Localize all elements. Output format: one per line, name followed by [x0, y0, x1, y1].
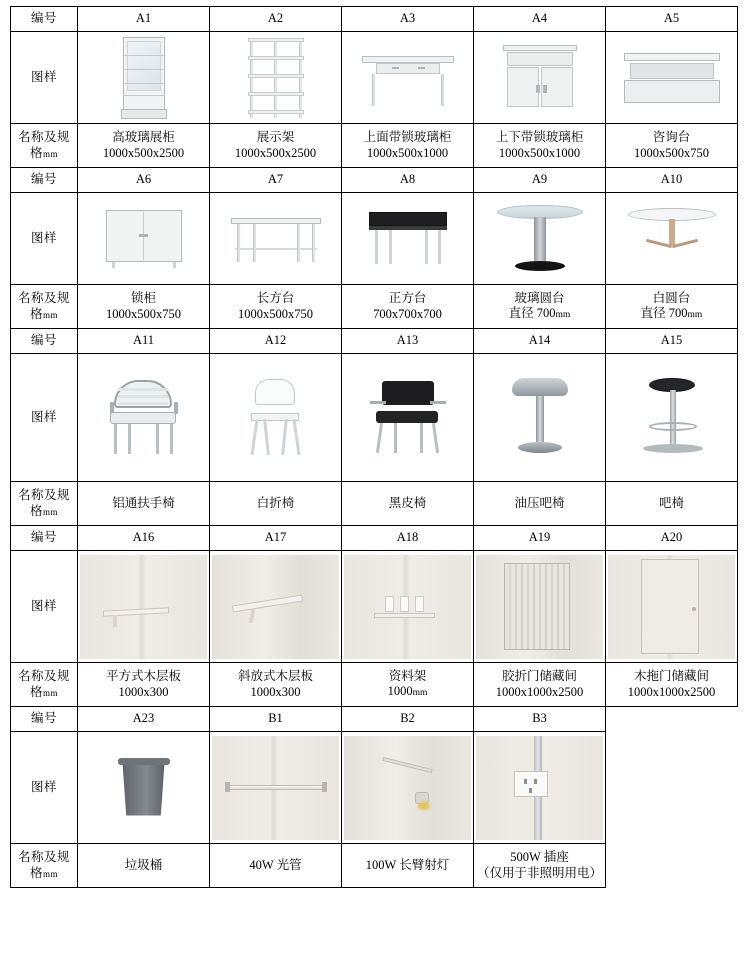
product-name: 锁柜	[130, 290, 156, 305]
cell-image	[342, 32, 474, 124]
product-spec-unit: mm	[555, 310, 571, 321]
cell-code: A17	[210, 526, 342, 551]
product-spec: 1000x500x1000	[498, 145, 581, 160]
cell-image	[210, 732, 342, 844]
table-row	[11, 285, 738, 329]
cell-name: 白折椅	[210, 482, 342, 526]
cell-code: A11	[78, 329, 210, 354]
cell-code: A20	[606, 526, 738, 551]
cell-name: 40W 光管	[210, 844, 342, 888]
product-name: 胶折门储藏间	[501, 668, 577, 683]
row-label-name: 名称及规 格mm	[11, 482, 78, 526]
product-spec: 1000x500x750	[106, 306, 181, 321]
table-row	[11, 663, 738, 707]
product-name: 展示架	[256, 129, 295, 144]
empty-cell	[606, 707, 738, 732]
aluminium-armchair-icon	[80, 358, 207, 478]
row-label-name	[11, 124, 78, 168]
black-leather-chair-icon	[344, 358, 471, 478]
top-locking-glass-cabinet-icon	[344, 34, 471, 122]
row-label-name-unit: mm	[43, 148, 59, 159]
row-label-image: 图样	[11, 354, 78, 482]
glass-display-cabinet-icon	[80, 34, 207, 122]
cell-image	[606, 193, 738, 285]
cell-name	[78, 124, 210, 168]
table-row	[11, 526, 738, 551]
table-row	[11, 193, 738, 285]
bar-stool-icon	[608, 358, 735, 478]
product-spec: 直径 700	[640, 306, 688, 321]
long-arm-spotlight-icon	[344, 736, 471, 840]
cell-name	[210, 663, 342, 707]
gas-lift-bar-stool-icon	[476, 358, 603, 478]
fluorescent-tube-icon	[212, 736, 339, 840]
cell-code: A1	[78, 7, 210, 32]
row-label-code: 编号	[11, 7, 78, 32]
white-round-table-icon	[608, 195, 735, 283]
cell-code: A14	[474, 329, 606, 354]
product-name: 正方台	[388, 290, 427, 305]
cell-code: A8	[342, 168, 474, 193]
cell-name	[342, 663, 474, 707]
cell-image	[78, 193, 210, 285]
product-name: 长方台	[256, 290, 295, 305]
cell-image	[210, 354, 342, 482]
product-spec: 直径 700	[508, 306, 556, 321]
cell-name	[474, 663, 606, 707]
cell-code: A3	[342, 7, 474, 32]
cell-image	[342, 732, 474, 844]
product-name: 资料架	[388, 668, 427, 683]
row-label-name-line1: 名称及规	[17, 129, 70, 144]
locking-cabinet-icon	[80, 195, 207, 283]
cell-name	[474, 124, 606, 168]
product-spec-unit: mm	[412, 688, 428, 699]
cell-code: A5	[606, 7, 738, 32]
product-name: 斜放式木层板	[237, 668, 313, 683]
product-name: 玻璃圆台	[514, 290, 565, 305]
glass-round-table-icon	[476, 195, 603, 283]
cell-name	[606, 124, 738, 168]
product-spec: 1000x500x1000	[366, 145, 449, 160]
flat-wooden-shelf-icon	[80, 555, 207, 659]
row-label-name: 名称及规 格mm	[11, 844, 78, 888]
product-name: 上面带锁玻璃柜	[363, 129, 452, 144]
row-label-image: 图样	[11, 193, 78, 285]
brochure-rack-icon	[344, 555, 471, 659]
table-row	[11, 329, 738, 354]
product-spec-unit: mm	[687, 310, 703, 321]
cell-name	[606, 663, 738, 707]
cell-image	[210, 32, 342, 124]
product-spec: 1000	[387, 684, 413, 699]
cell-code: A6	[78, 168, 210, 193]
cell-image	[474, 354, 606, 482]
reception-counter-icon	[608, 34, 735, 122]
product-name: 平方式木层板	[105, 668, 181, 683]
upper-lower-locking-glass-cabinet-icon	[476, 34, 603, 122]
product-spec: 1000x300	[250, 684, 301, 699]
cell-name: 100W 长臂射灯	[342, 844, 474, 888]
table-row	[11, 32, 738, 124]
product-name: 咨询台	[652, 129, 691, 144]
display-rack-icon	[212, 34, 339, 122]
product-name: 木拖门储藏间	[633, 668, 709, 683]
cell-image	[474, 551, 606, 663]
product-spec: 1000x500x2500	[102, 145, 185, 160]
cell-name	[342, 124, 474, 168]
row-label-image: 图样	[11, 551, 78, 663]
cell-image	[210, 193, 342, 285]
cell-image	[474, 32, 606, 124]
slanted-wooden-shelf-icon	[212, 555, 339, 659]
cell-image	[606, 32, 738, 124]
cell-name	[210, 285, 342, 329]
cell-code: A4	[474, 7, 606, 32]
row-label-name-line2: 格	[29, 145, 43, 160]
table-row	[11, 168, 738, 193]
cell-name: 油压吧椅	[474, 482, 606, 526]
cell-image	[78, 551, 210, 663]
cell-code: A7	[210, 168, 342, 193]
table-row	[11, 551, 738, 663]
product-spec: 1000x500x750	[634, 145, 709, 160]
cell-code: A13	[342, 329, 474, 354]
table-row	[11, 707, 738, 732]
row-label-name: 名称及规 格mm	[11, 285, 78, 329]
cell-image	[342, 354, 474, 482]
furniture-catalog-table	[10, 6, 738, 888]
empty-cell	[606, 844, 738, 888]
cell-image	[606, 354, 738, 482]
cell-name	[606, 285, 738, 329]
product-spec: 1000x500x2500	[234, 145, 317, 160]
table-row	[11, 354, 738, 482]
cell-name	[474, 285, 606, 329]
power-socket-icon	[476, 736, 603, 840]
cell-name: 吧椅	[606, 482, 738, 526]
product-spec: 1000x500x750	[238, 306, 313, 321]
product-name: 500W 插座	[510, 849, 569, 864]
row-label-code: 编号	[11, 526, 78, 551]
product-spec: 1000x1000x2500	[495, 684, 584, 699]
product-name: 上下带锁玻璃柜	[495, 129, 584, 144]
row-label-code: 编号	[11, 707, 78, 732]
cell-image	[474, 193, 606, 285]
cell-code: A12	[210, 329, 342, 354]
cell-code: A23	[78, 707, 210, 732]
cell-image	[474, 732, 606, 844]
cell-code: B2	[342, 707, 474, 732]
row-label-image: 图样	[11, 732, 78, 844]
table-row	[11, 732, 738, 844]
rectangular-table-icon	[212, 195, 339, 283]
cell-image	[606, 551, 738, 663]
folding-door-storeroom-icon	[476, 555, 603, 659]
cell-name: 铝通扶手椅	[78, 482, 210, 526]
row-label-code: 编号	[11, 329, 78, 354]
cell-name	[474, 844, 606, 888]
cell-code: A18	[342, 526, 474, 551]
row-label-code: 编号	[11, 168, 78, 193]
product-spec: 1000x300	[118, 684, 169, 699]
cell-code: A15	[606, 329, 738, 354]
cell-code: A9	[474, 168, 606, 193]
cell-code: B3	[474, 707, 606, 732]
white-folding-chair-icon	[212, 358, 339, 478]
product-name: 白圆台	[652, 290, 691, 305]
cell-code: A10	[606, 168, 738, 193]
sliding-wooden-door-storeroom-icon	[608, 555, 735, 659]
cell-code: A16	[78, 526, 210, 551]
cell-code: A19	[474, 526, 606, 551]
cell-image	[210, 551, 342, 663]
cell-name	[78, 663, 210, 707]
cell-image	[78, 354, 210, 482]
cell-image	[342, 193, 474, 285]
cell-name	[210, 124, 342, 168]
square-table-icon	[344, 195, 471, 283]
cell-name	[78, 285, 210, 329]
cell-image	[78, 732, 210, 844]
cell-code: A2	[210, 7, 342, 32]
product-spec: 700x700x700	[373, 306, 442, 321]
cell-name	[342, 285, 474, 329]
product-spec: （仅用于非照明用电）	[476, 865, 602, 880]
table-row	[11, 844, 738, 888]
product-name: 高玻璃展柜	[112, 129, 175, 144]
cell-name: 垃圾桶	[78, 844, 210, 888]
cell-image	[342, 551, 474, 663]
cell-image	[78, 32, 210, 124]
row-label-image: 图样	[11, 32, 78, 124]
row-label-name: 名称及规 格mm	[11, 663, 78, 707]
table-row	[11, 482, 738, 526]
table-row	[11, 7, 738, 32]
product-spec: 1000x1000x2500	[627, 684, 716, 699]
waste-bin-icon	[80, 736, 207, 840]
cell-name: 黑皮椅	[342, 482, 474, 526]
empty-cell	[606, 732, 738, 844]
table-row	[11, 124, 738, 168]
cell-code: B1	[210, 707, 342, 732]
